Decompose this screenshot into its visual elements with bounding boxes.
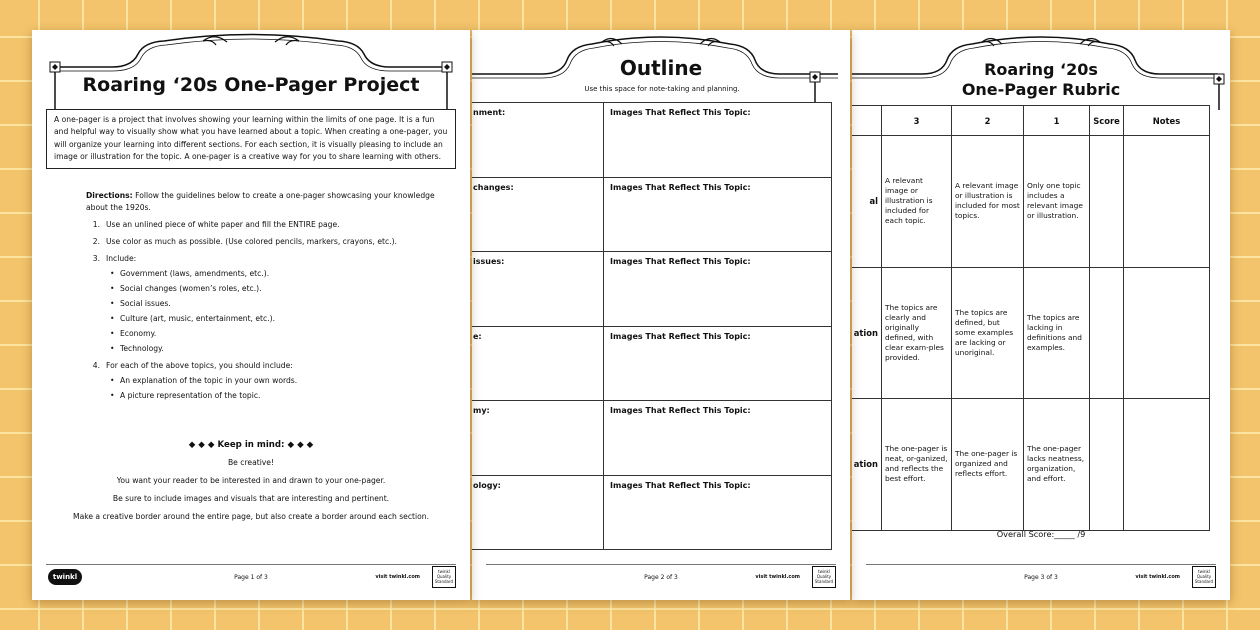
notes-cell [1124, 399, 1210, 531]
outline-table [472, 102, 832, 550]
rubric-row [852, 267, 1210, 399]
bullet-item [110, 328, 436, 340]
bullet-icon: • [110, 269, 115, 278]
bullet-icon: • [110, 329, 115, 338]
step-number: 4. [92, 361, 100, 370]
directions-text: Follow the guidelines below to create a one-pager showcasing your knowledge about the 1920s. [86, 191, 435, 212]
site-link[interactable]: visit twinkl.com [755, 574, 800, 580]
topic-cell: changes: [472, 177, 604, 252]
notes-cell [1124, 267, 1210, 399]
page-footer [46, 564, 456, 590]
overall-score: Overall Score:_____ /9 [996, 529, 1086, 539]
bullet-text: Culture (art, music, entertainment, etc.). [120, 314, 275, 323]
keep-in-mind-section [46, 436, 456, 526]
rubric-page [852, 30, 1230, 600]
page-number: Page 1 of 3 [234, 574, 268, 581]
images-cell: Images That Reflect This Topic: [604, 401, 832, 476]
bullet-icon: • [110, 391, 115, 400]
rubric-criterion: al [852, 136, 882, 268]
bullet-item [110, 313, 436, 325]
outline-row [472, 177, 832, 252]
rubric-header-3: 3 [882, 106, 952, 136]
twinkl-logo[interactable]: twinkl [48, 569, 82, 585]
list-item [86, 236, 436, 248]
directions-label: Directions: [86, 191, 133, 200]
bullet-text: Economy. [120, 329, 157, 338]
keep-line: Be creative! [227, 458, 275, 467]
step-text: Use an unlined piece of white paper and fill the ENTIRE page. [106, 220, 340, 229]
outline-row [472, 252, 832, 327]
rubric-table [852, 105, 1210, 531]
project-page [32, 30, 470, 600]
rubric-header-score: Score [1090, 106, 1124, 136]
step-text: Include: [106, 254, 137, 263]
rubric-header-criteria [852, 106, 882, 136]
quality-badge-icon: twinkl Quality Standard [1192, 566, 1216, 588]
page-number: Page 2 of 3 [644, 574, 678, 581]
images-cell: Images That Reflect This Topic: [604, 177, 832, 252]
bullet-text: Technology. [120, 344, 164, 353]
site-link[interactable]: visit twinkl.com [1135, 574, 1180, 580]
step-text: Use color as much as possible. (Use colored pencils, markers, crayons, etc.). [106, 237, 397, 246]
images-cell: Images That Reflect This Topic: [604, 103, 832, 178]
step-number: 2. [92, 237, 100, 246]
rubric-cell: The one-pager lacks neatness, organization, and effort. [1024, 399, 1090, 531]
quality-badge-icon: twinkl Quality Standard [812, 566, 836, 588]
bullet-text: Government (laws, amendments, etc.). [120, 269, 270, 278]
keep-line: Be sure to include images and visuals that are interesting and pertinent. [112, 494, 390, 503]
rubric-cell: Only one topic includes a relevant image or illustration. [1024, 136, 1090, 268]
outline-page [472, 30, 850, 600]
outline-row [472, 401, 832, 476]
bullet-text: Social issues. [120, 299, 171, 308]
project-title: Roaring ‘20s One-Pager Project [82, 74, 420, 96]
page-number: Page 3 of 3 [1024, 574, 1058, 581]
directions-section [86, 190, 436, 402]
bullet-icon: • [110, 376, 115, 385]
rubric-title-line2: One-Pager Rubric [961, 80, 1121, 99]
images-cell: Images That Reflect This Topic: [604, 326, 832, 401]
rubric-header-2: 2 [952, 106, 1024, 136]
rubric-cell: The topics are defined, but some examples are lacking or unoriginal. [952, 267, 1024, 399]
bullet-icon: • [110, 314, 115, 323]
bullet-text: Social changes (women’s roles, etc.). [120, 284, 262, 293]
topic-cell: issues: [472, 252, 604, 327]
rubric-cell: A relevant image or illustration is included for most topics. [952, 136, 1024, 268]
bullet-item [110, 343, 436, 355]
outline-row [472, 103, 832, 178]
list-item [86, 219, 436, 231]
outline-row [472, 475, 832, 550]
list-item [86, 253, 436, 265]
bullet-item [110, 375, 436, 387]
keep-line: You want your reader to be interested in and drawn to your one-pager. [116, 476, 386, 485]
step-text: For each of the above topics, you should include: [106, 361, 293, 370]
notes-cell [1124, 136, 1210, 268]
rubric-cell: The one-pager is organized and reflects effort. [952, 399, 1024, 531]
bullet-icon: • [110, 344, 115, 353]
bullet-item [110, 390, 436, 402]
rubric-criterion: ation [852, 267, 882, 399]
keep-in-mind-heading: ◆ ◆ ◆ Keep in mind: ◆ ◆ ◆ [188, 440, 314, 450]
page-footer [486, 564, 836, 590]
rubric-header-notes: Notes [1124, 106, 1210, 136]
quality-badge-icon: twinkl Quality Standard [432, 566, 456, 588]
bullet-text: An explanation of the topic in your own words. [120, 376, 298, 385]
rubric-cell: The topics are clearly and originally defined, with clear exam-ples provided. [882, 267, 952, 399]
rubric-header-row [852, 106, 1210, 136]
score-cell [1090, 267, 1124, 399]
images-cell: Images That Reflect This Topic: [604, 252, 832, 327]
rubric-criterion: ation [852, 399, 882, 531]
intro-box: A one-pager is a project that involves showing your learning within the limits of one page. It is a fun and helpful way to visually show what you have learned about a topic. When creating a one-pager, you will organize your learning into different sections. For each section, it is visually pleasing to include an image or illustration for the topic. A one-pager is a creative way for you to share learning with others. [46, 109, 456, 169]
rubric-cell: The one-pager is neat, or-ganized, and reflects the best effort. [882, 399, 952, 531]
rubric-cell: A relevant image or illustration is included for each topic. [882, 136, 952, 268]
bullet-icon: • [110, 284, 115, 293]
topic-cell: ology: [472, 475, 604, 550]
bullet-item [110, 283, 436, 295]
step-number: 1. [92, 220, 100, 229]
topic-cell: nment: [472, 103, 604, 178]
rubric-title-line1: Roaring ‘20s [984, 60, 1098, 79]
site-link[interactable]: visit twinkl.com [375, 574, 420, 580]
topic-cell: e: [472, 326, 604, 401]
bullet-item [110, 268, 436, 280]
topic-cell: my: [472, 401, 604, 476]
rubric-row [852, 399, 1210, 531]
bullet-icon: • [110, 299, 115, 308]
rubric-cell: The topics are lacking in definitions and examples. [1024, 267, 1090, 399]
keep-line: Make a creative border around the entire page, but also create a border around each section. [73, 512, 429, 521]
rubric-header-1: 1 [1024, 106, 1090, 136]
page-footer [866, 564, 1216, 590]
rubric-row [852, 136, 1210, 268]
outline-title: Outline [619, 56, 703, 80]
bullet-item [110, 298, 436, 310]
outline-subtitle: Use this space for note-taking and planning. [584, 85, 740, 93]
bullet-text: A picture representation of the topic. [120, 391, 261, 400]
score-cell [1090, 136, 1124, 268]
images-cell: Images That Reflect This Topic: [604, 475, 832, 550]
list-item [86, 360, 436, 372]
outline-row [472, 326, 832, 401]
score-cell [1090, 399, 1124, 531]
step-number: 3. [92, 254, 100, 263]
